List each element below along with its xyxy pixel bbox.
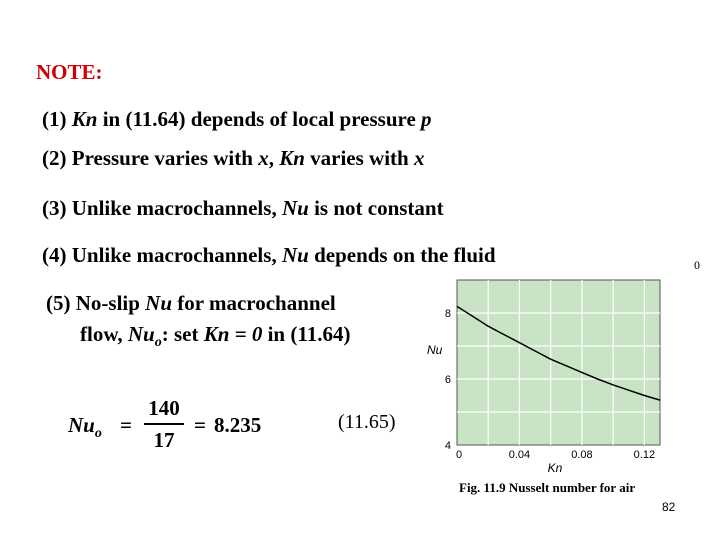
equation-lhs: $Nu_o$: [68, 413, 102, 442]
note-item-1: (1) Kn in (11.64) depends of local pressure p: [42, 107, 432, 131]
x-tick-label: 0.04: [508, 449, 531, 461]
note-item-4: (4) Unlike macrochannels, Nu depends on the fluid: [42, 243, 496, 267]
x-tick-label: 0.08: [571, 449, 593, 461]
page-number: 82: [662, 500, 676, 514]
y-tick-label: 4: [444, 440, 451, 452]
equation-value: 8.235: [214, 413, 262, 437]
fraction-bar: [144, 423, 184, 425]
equation-label: (11.65): [338, 411, 396, 433]
note-item-5-line-1: (5) No-slip Nu for macrochannel: [46, 291, 336, 315]
note-title: NOTE:: [36, 60, 103, 84]
stray-text: 0: [694, 258, 700, 272]
equation-denominator: 17: [153, 428, 175, 452]
nusselt-chart: [420, 270, 680, 480]
note-item-5-line-2: flow, $Nu_o$: set Kn = 0 in (11.64): [80, 322, 351, 351]
equation-numerator: 140: [148, 396, 180, 420]
figure-caption: Fig. 11.9 Nusselt number for air: [459, 480, 636, 495]
y-tick-label: 6: [444, 374, 451, 386]
y-tick-label: 8: [444, 308, 451, 320]
equation-equals-2: =: [194, 413, 206, 437]
y-axis-label: Nu: [427, 343, 443, 357]
x-tick-label: 0.12: [633, 449, 656, 461]
x-axis-label: Kn: [547, 461, 563, 475]
note-item-3: (3) Unlike macrochannels, Nu is not constant: [42, 196, 444, 220]
x-tick-label: 0: [455, 449, 463, 461]
equation-equals-1: =: [120, 413, 132, 437]
note-item-2: (2) Pressure varies with x, Kn varies with x: [42, 146, 425, 170]
equation-fraction: [144, 395, 184, 453]
